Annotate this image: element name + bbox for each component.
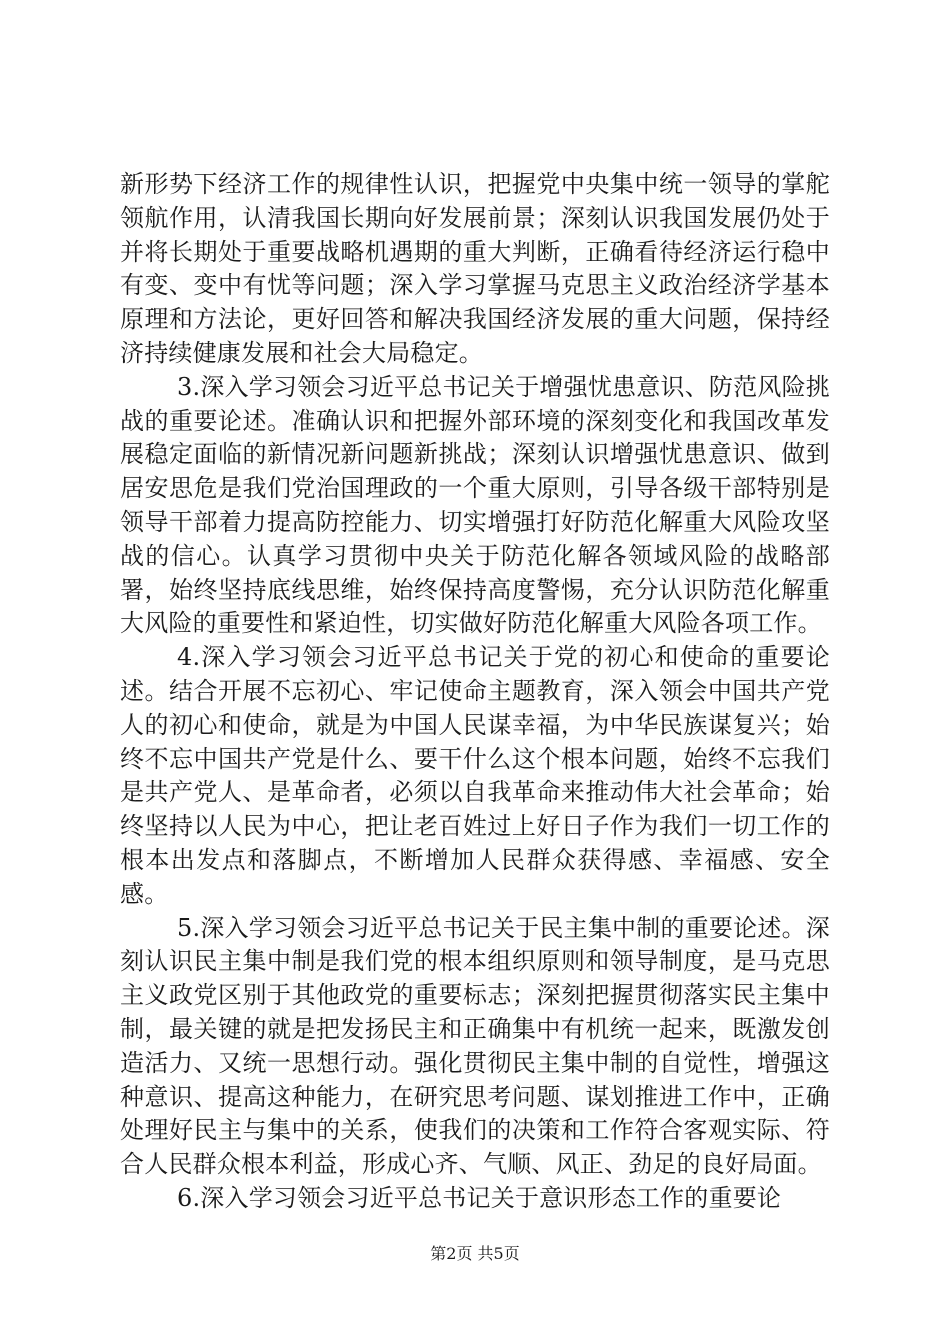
paragraph-continuation: 新形势下经济工作的规律性认识，把握党中央集中统一领导的掌舵领航作用，认清我国长期向好发展前景；深刻认识我国发展仍处于并将长期处于重要战略机遇期的重大判断，正确看待经济运行稳中有变、变中有忧等问题；深入学习掌握马克思主义政治经济学基本原理和方法论，更好回答和解决我国经济发展的重大问题，保持经济持续健康发展和社会大局稳定。 xyxy=(120,170,830,367)
paragraph-item-5: 5.深入学习领会习近平总书记关于民主集中制的重要论述。深刻认识民主集中制是我们党的根本组织原则和领导制度，是马克思主义政党区别于其他政党的重要标志；深刻把握贯彻落实民主集中制，最关键的就是把发扬民主和正确集中有机统一起来，既激发创造活力、又统一思想行动。强化贯彻民主集中制的自觉性，增强这种意识、提高这种能力，在研究思考问题、谋划推进工作中，正确处理好民主与集中的关系，使我们的决策和工作符合客观实际、符合人民群众根本利益，形成心齐、气顺、风正、劲足的良好局面。 xyxy=(120,913,830,1179)
page-number-footer: 第2页 共5页 xyxy=(430,1244,520,1263)
paragraph-item-4: 4.深入学习领会习近平总书记关于党的初心和使命的重要论述。结合开展不忘初心、牢记使命主题教育，深入领会中国共产党人的初心和使命，就是为中国人民谋幸福，为中华民族谋复兴；始终不忘中国共产党是什么、要干什么这个根本问题，始终不忘我们是共产党人、是革命者，必须以自我革命来推动伟大社会革命；始终坚持以人民为中心，把让老百姓过上好日子作为我们一切工作的根本出发点和落脚点，不断增加人民群众获得感、幸福感、安全感。 xyxy=(120,643,830,908)
document-body xyxy=(120,168,830,1216)
paragraph-item-3: 3.深入学习领会习近平总书记关于增强忧患意识、防范风险挑战的重要论述。准确认识和把握外部环境的深刻变化和我国改革发展稳定面临的新情况新问题新挑战；深刻认识增强忧患意识、做到居安思危是我们党治国理政的一个重大原则，引导各级干部特别是领导干部着力提高防控能力、切实增强打好防范化解重大风险攻坚战的信心。认真学习贯彻中央关于防范化解各领域风险的战略部署，始终坚持底线思维，始终保持高度警惕，充分认识防范化解重大风险的重要性和紧迫性，切实做好防范化解重大风险各项工作。 xyxy=(120,372,830,638)
paragraph-item-6: 6.深入学习领会习近平总书记关于意识形态工作的重要论 xyxy=(177,1183,782,1212)
